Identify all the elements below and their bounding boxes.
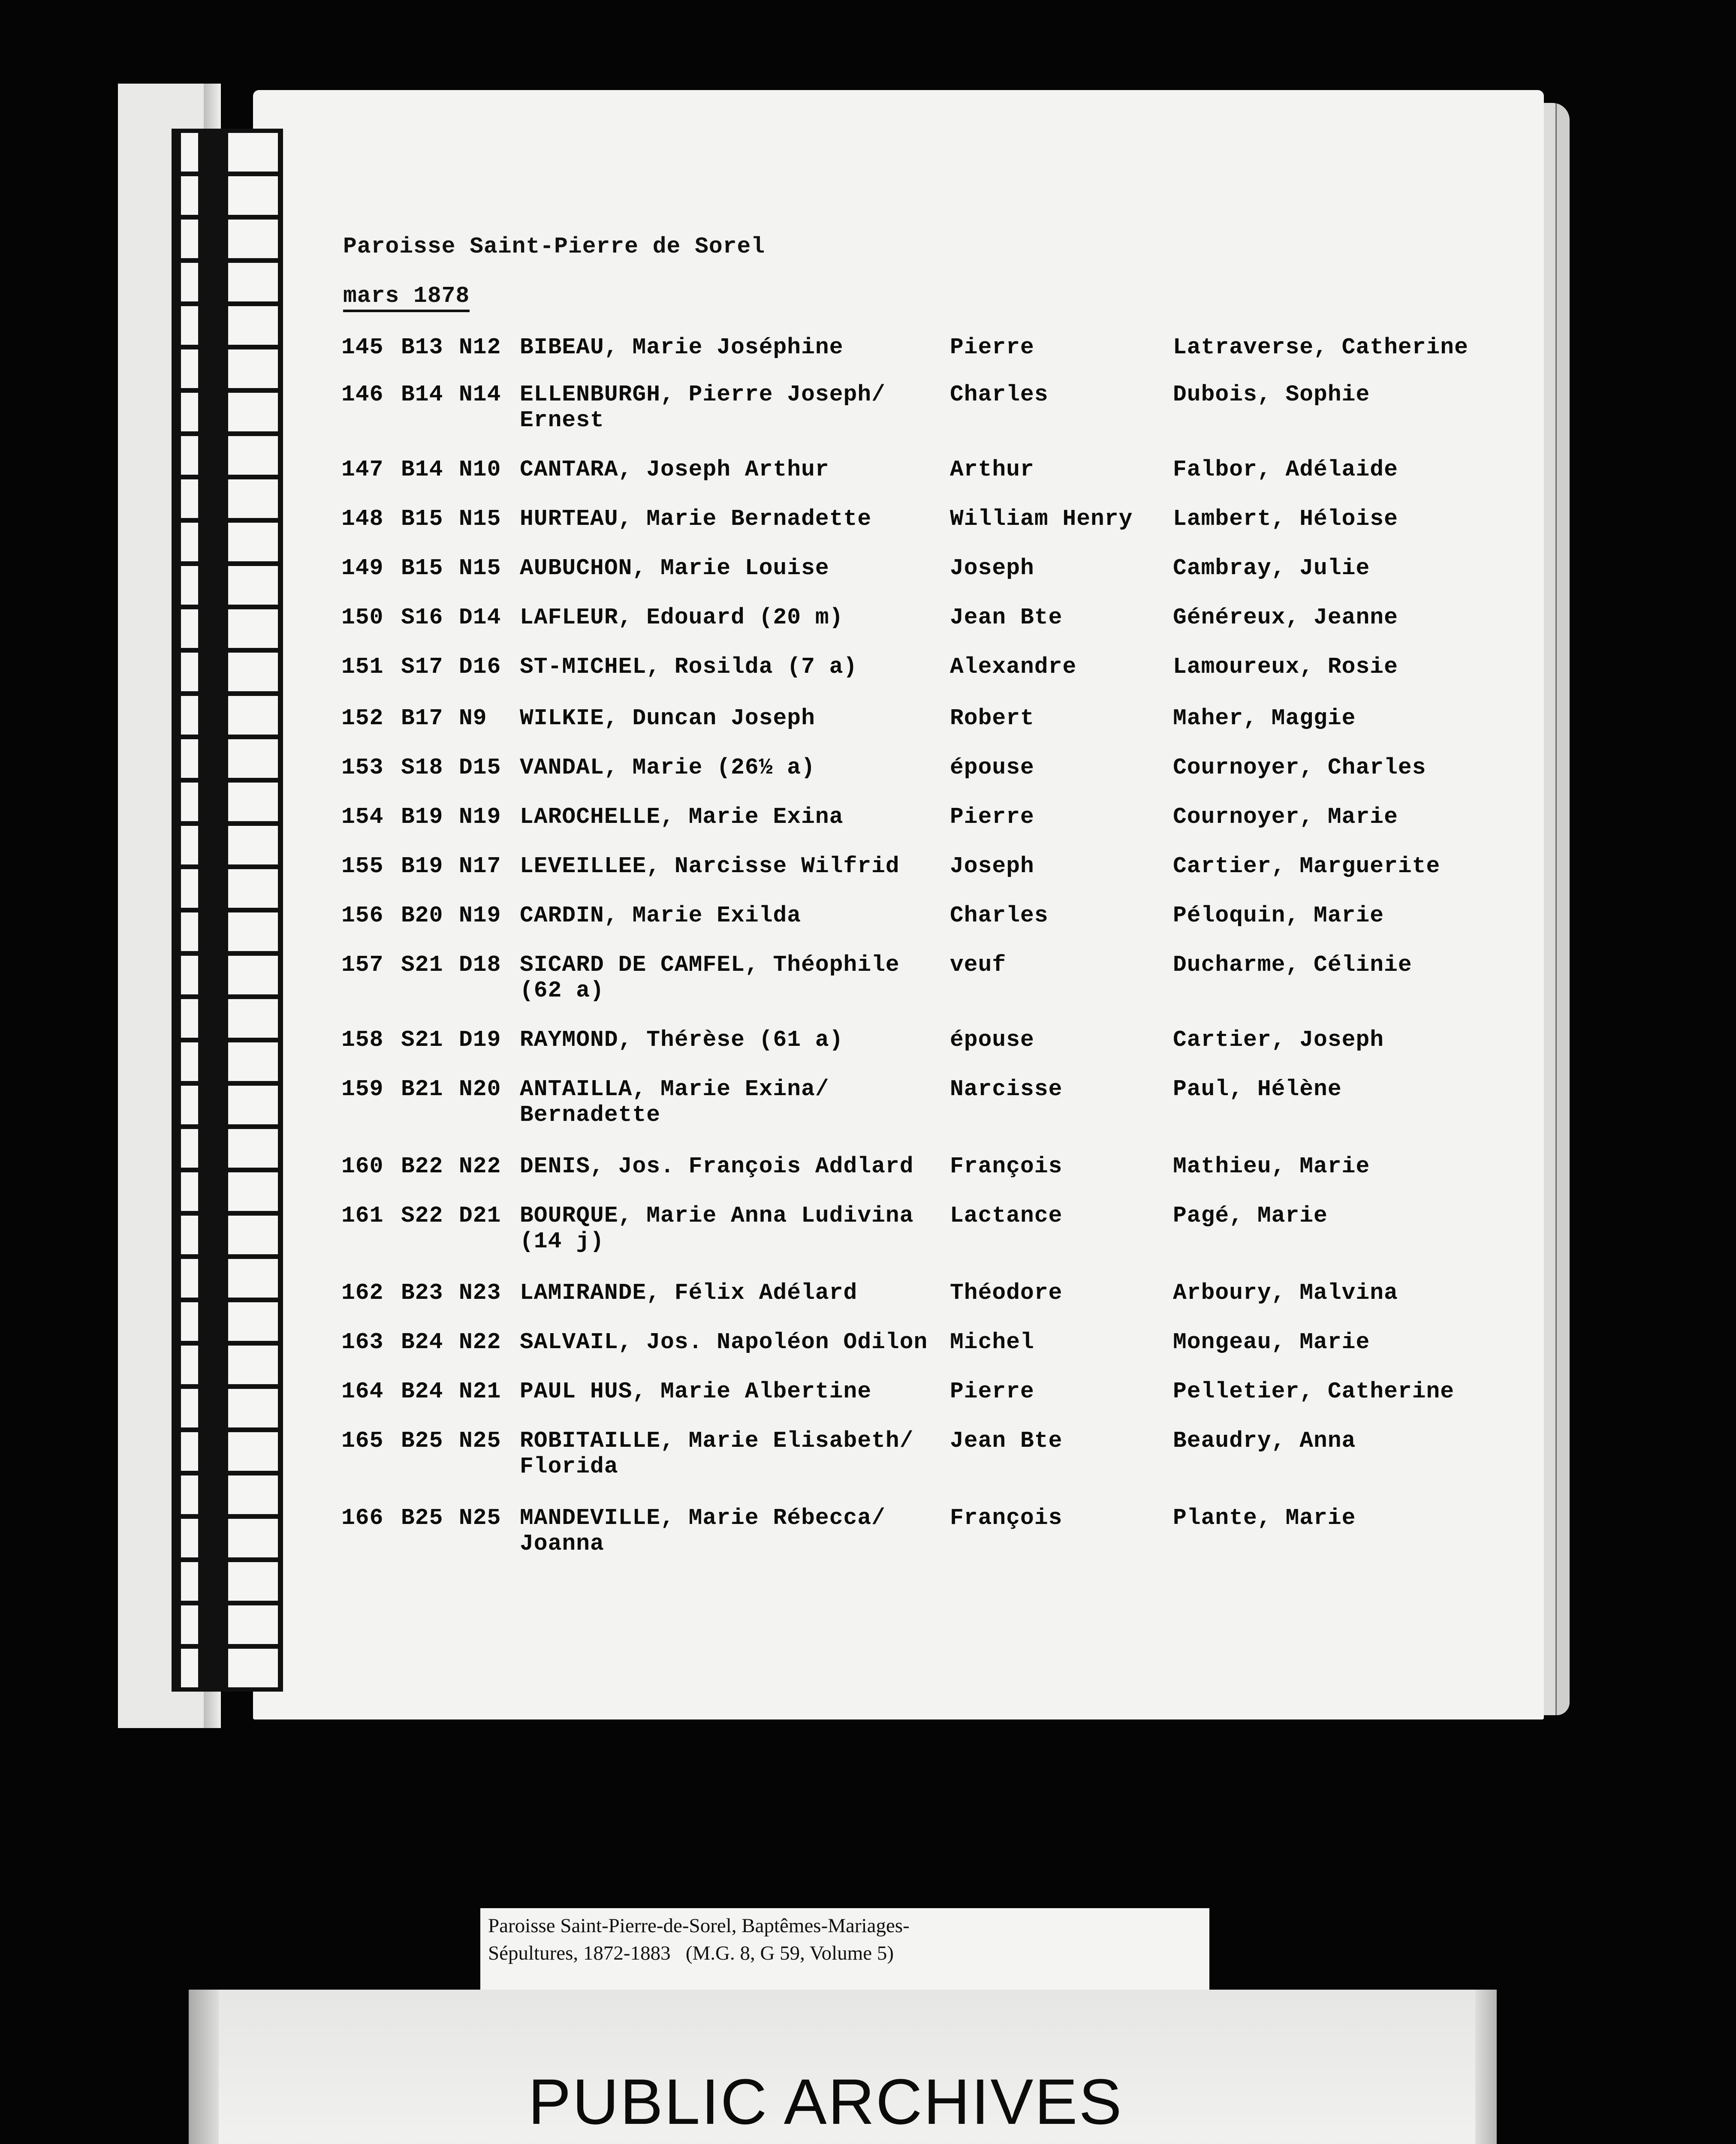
- entry-father: Joseph: [950, 555, 1034, 581]
- register-entry: [0, 1153, 1736, 1201]
- entry-number: 156: [341, 903, 384, 928]
- label-line-2: Sépultures, 1872-1883 (M.G. 8, G 59, Volume 5): [488, 1942, 894, 1964]
- entry-name: LAFLEUR, Edouard (20 m): [520, 605, 844, 630]
- entry-mother: Beaudry, Anna: [1173, 1428, 1356, 1454]
- entry-n-code: N9: [459, 705, 487, 731]
- entry-number: 160: [341, 1153, 384, 1179]
- entry-name: LEVEILLEE, Narcisse Wilfrid: [520, 853, 900, 879]
- entry-father: Jean Bte: [950, 605, 1063, 630]
- entry-b-code: S17: [401, 654, 443, 680]
- entry-mother: Cartier, Joseph: [1173, 1027, 1384, 1053]
- entry-b-code: B17: [401, 705, 443, 731]
- entry-n-code: N21: [459, 1379, 501, 1404]
- entry-father: épouse: [950, 1027, 1034, 1053]
- entry-father: François: [950, 1153, 1063, 1179]
- entry-father: William Henry: [950, 506, 1133, 532]
- entry-father: Joseph: [950, 853, 1034, 879]
- entry-mother: Mathieu, Marie: [1173, 1153, 1370, 1179]
- entry-number: 164: [341, 1379, 384, 1404]
- archives-plate: [189, 1990, 1497, 2144]
- entry-b-code: B15: [401, 506, 443, 532]
- register-entry: [0, 804, 1736, 851]
- entry-name: ANTAILLA, Marie Exina/ Bernadette: [520, 1076, 829, 1128]
- entry-number: 157: [341, 952, 384, 978]
- entry-n-code: N15: [459, 506, 501, 532]
- register-entry: [0, 506, 1736, 553]
- entry-b-code: B19: [401, 804, 443, 830]
- register-entry: [0, 654, 1736, 701]
- entry-number: 152: [341, 705, 384, 731]
- entry-number: 151: [341, 654, 384, 680]
- entry-father: Pierre: [950, 1379, 1034, 1404]
- entry-name: ST-MICHEL, Rosilda (7 a): [520, 654, 858, 680]
- entry-mother: Cournoyer, Charles: [1173, 755, 1426, 780]
- entry-name: ROBITAILLE, Marie Elisabeth/ Florida: [520, 1428, 914, 1479]
- entry-b-code: S18: [401, 755, 443, 780]
- label-line-1: Paroisse Saint-Pierre-de-Sorel, Baptêmes-Mariages-: [488, 1915, 910, 1937]
- entry-mother: Pagé, Marie: [1173, 1203, 1328, 1229]
- entry-father: Narcisse: [950, 1076, 1063, 1102]
- register-entry: [0, 1379, 1736, 1426]
- entry-father: François: [950, 1505, 1063, 1531]
- register-entry: [0, 1027, 1736, 1074]
- entry-number: 165: [341, 1428, 384, 1454]
- entry-n-code: N23: [459, 1280, 501, 1306]
- entry-mother: Ducharme, Célinie: [1173, 952, 1412, 978]
- entry-name: ELLENBURGH, Pierre Joseph/ Ernest: [520, 382, 886, 433]
- entry-number: 158: [341, 1027, 384, 1053]
- entry-name: HURTEAU, Marie Bernadette: [520, 506, 872, 532]
- register-entry: [0, 1428, 1736, 1479]
- entry-name: SICARD DE CAMFEL, Théophile (62 a): [520, 952, 900, 1003]
- entry-n-code: N20: [459, 1076, 501, 1102]
- register-entry: [0, 1076, 1736, 1128]
- entry-father: Robert: [950, 705, 1034, 731]
- entry-father: Arthur: [950, 457, 1034, 482]
- register-entry: [0, 952, 1736, 1003]
- microfilm-label: [480, 1908, 1209, 1992]
- entry-number: 146: [341, 382, 384, 407]
- parish-title: Paroisse Saint-Pierre de Sorel: [343, 234, 766, 259]
- register-entry: [0, 334, 1736, 382]
- entry-mother: Arboury, Malvina: [1173, 1280, 1398, 1306]
- entry-b-code: B25: [401, 1505, 443, 1531]
- entry-name: LAROCHELLE, Marie Exina: [520, 804, 844, 830]
- entry-father: Lactance: [950, 1203, 1063, 1229]
- entry-n-code: D21: [459, 1203, 501, 1229]
- entry-b-code: B19: [401, 853, 443, 879]
- entry-name: RAYMOND, Thérèse (61 a): [520, 1027, 844, 1053]
- entry-name: BOURQUE, Marie Anna Ludivina (14 j): [520, 1203, 914, 1254]
- entry-number: 150: [341, 605, 384, 630]
- entry-father: Pierre: [950, 334, 1034, 360]
- entry-mother: Péloquin, Marie: [1173, 903, 1384, 928]
- entry-father: épouse: [950, 755, 1034, 780]
- entry-mother: Dubois, Sophie: [1173, 382, 1370, 407]
- entry-father: Jean Bte: [950, 1428, 1063, 1454]
- entry-b-code: B20: [401, 903, 443, 928]
- entry-n-code: N19: [459, 804, 501, 830]
- entry-mother: Cartier, Marguerite: [1173, 853, 1441, 879]
- entry-father: Charles: [950, 382, 1049, 407]
- entry-b-code: B25: [401, 1428, 443, 1454]
- entry-n-code: N15: [459, 555, 501, 581]
- entry-b-code: B22: [401, 1153, 443, 1179]
- entry-name: BIBEAU, Marie Joséphine: [520, 334, 844, 360]
- entry-father: veuf: [950, 952, 1007, 978]
- entry-n-code: N25: [459, 1505, 501, 1531]
- entry-name: LAMIRANDE, Félix Adélard: [520, 1280, 858, 1306]
- entry-name: CARDIN, Marie Exilda: [520, 903, 802, 928]
- entry-n-code: D14: [459, 605, 501, 630]
- entry-b-code: S22: [401, 1203, 443, 1229]
- entry-name: DENIS, Jos. François Addlard: [520, 1153, 914, 1179]
- entry-b-code: B14: [401, 382, 443, 407]
- register-entry: [0, 555, 1736, 602]
- entry-number: 145: [341, 334, 384, 360]
- entry-mother: Cambray, Julie: [1173, 555, 1370, 581]
- entry-name: SALVAIL, Jos. Napoléon Odilon: [520, 1329, 928, 1355]
- entry-father: Théodore: [950, 1280, 1063, 1306]
- entry-mother: Maher, Maggie: [1173, 705, 1356, 731]
- register-entry: [0, 1329, 1736, 1376]
- entry-name: PAUL HUS, Marie Albertine: [520, 1379, 872, 1404]
- entry-mother: Lambert, Héloise: [1173, 506, 1398, 532]
- entry-n-code: N17: [459, 853, 501, 879]
- entry-b-code: S21: [401, 1027, 443, 1053]
- entry-name: AUBUCHON, Marie Louise: [520, 555, 829, 581]
- register-entry: [0, 1203, 1736, 1254]
- register-entry: [0, 457, 1736, 504]
- register-entry: [0, 1280, 1736, 1327]
- entry-b-code: B14: [401, 457, 443, 482]
- entry-number: 154: [341, 804, 384, 830]
- entry-number: 159: [341, 1076, 384, 1102]
- entry-n-code: N19: [459, 903, 501, 928]
- entry-b-code: B24: [401, 1329, 443, 1355]
- plate-line-1: PUBLIC ARCHIVES: [528, 2066, 1123, 2138]
- entry-mother: Généreux, Jeanne: [1173, 605, 1398, 630]
- entry-number: 155: [341, 853, 384, 879]
- entry-name: MANDEVILLE, Marie Rébecca/ Joanna: [520, 1505, 886, 1557]
- entry-b-code: B24: [401, 1379, 443, 1404]
- entry-name: CANTARA, Joseph Arthur: [520, 457, 829, 482]
- entry-number: 148: [341, 506, 384, 532]
- entry-father: Pierre: [950, 804, 1034, 830]
- entry-n-code: N10: [459, 457, 501, 482]
- entry-n-code: N12: [459, 334, 501, 360]
- entry-name: VANDAL, Marie (26½ a): [520, 755, 815, 780]
- register-entry: [0, 605, 1736, 652]
- register-entry: [0, 755, 1736, 802]
- entry-n-code: N25: [459, 1428, 501, 1454]
- entry-mother: Pelletier, Catherine: [1173, 1379, 1455, 1404]
- entry-n-code: D15: [459, 755, 501, 780]
- register-entry: [0, 903, 1736, 950]
- entry-number: 147: [341, 457, 384, 482]
- entry-n-code: D16: [459, 654, 501, 680]
- entry-n-code: N14: [459, 382, 501, 407]
- register-entry: [0, 853, 1736, 900]
- entry-b-code: B15: [401, 555, 443, 581]
- entry-n-code: D19: [459, 1027, 501, 1053]
- entry-father: Charles: [950, 903, 1049, 928]
- entry-mother: Falbor, Adélaide: [1173, 457, 1398, 482]
- entry-mother: Lamoureux, Rosie: [1173, 654, 1398, 680]
- entry-n-code: N22: [459, 1153, 501, 1179]
- entry-n-code: D18: [459, 952, 501, 978]
- entry-father: Alexandre: [950, 654, 1077, 680]
- entry-b-code: B13: [401, 334, 443, 360]
- entry-mother: Paul, Hélène: [1173, 1076, 1342, 1102]
- entry-mother: Plante, Marie: [1173, 1505, 1356, 1531]
- entry-n-code: N22: [459, 1329, 501, 1355]
- entry-number: 153: [341, 755, 384, 780]
- entry-father: Michel: [950, 1329, 1034, 1355]
- entry-b-code: S16: [401, 605, 443, 630]
- register-entry: [0, 382, 1736, 433]
- entry-number: 149: [341, 555, 384, 581]
- entry-mother: Cournoyer, Marie: [1173, 804, 1398, 830]
- register-entry: [0, 705, 1736, 753]
- register-entry: [0, 1505, 1736, 1557]
- entry-number: 162: [341, 1280, 384, 1306]
- entry-b-code: B23: [401, 1280, 443, 1306]
- date-heading: mars 1878: [343, 283, 470, 312]
- entry-mother: Latraverse, Catherine: [1173, 334, 1468, 360]
- entry-name: WILKIE, Duncan Joseph: [520, 705, 815, 731]
- entry-number: 161: [341, 1203, 384, 1229]
- entry-number: 166: [341, 1505, 384, 1531]
- entry-b-code: B21: [401, 1076, 443, 1102]
- entry-mother: Mongeau, Marie: [1173, 1329, 1370, 1355]
- entry-number: 163: [341, 1329, 384, 1355]
- entry-b-code: S21: [401, 952, 443, 978]
